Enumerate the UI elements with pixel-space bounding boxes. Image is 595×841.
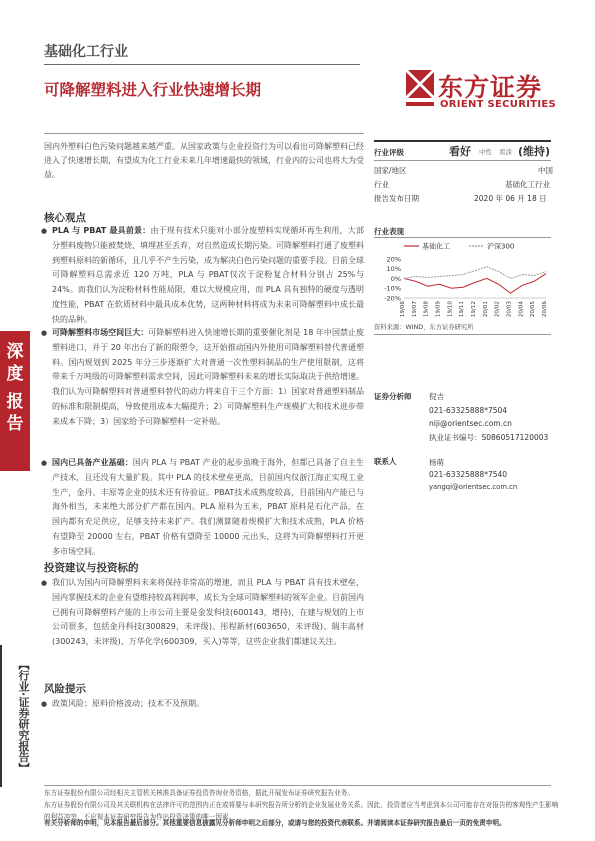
report-type-tab xyxy=(0,331,30,471)
header-rule xyxy=(44,64,360,65)
footer-rule xyxy=(44,785,551,786)
legend-1-label: 基础化工 xyxy=(422,242,450,251)
contact-phone: 021-63325888*7540 xyxy=(429,470,508,479)
x-tick-label: 20/02 xyxy=(494,301,501,318)
rating-top-rule xyxy=(374,140,551,142)
sector-label: 基础化工行业 xyxy=(44,44,128,60)
risk-bullet: ● 政策风险；原料价格波动；技术不及预期。 xyxy=(52,697,364,712)
rating-label: 行业评级 xyxy=(374,148,404,157)
contact-name: 杨萌 xyxy=(429,458,444,467)
bullet-3-text: 国内 PLA 与 PBAT 产业的起步虽晚于海外，但都已具备了自主生产技术，且还没有大量扩股。其中 PLA 的技术壁垒更高，目前国内仅浙江海正实现工业生产，金丹、丰原等企业的技术还有待验证。PBAT技术成熟度较高，目前国内产能已与海外相当，未来绝大部分扩产都在国内。PLA 原料为玉米，PBAT 原料是石化产品，在国内都有充足供应，足够支持未来扩产。我们测算随着规模扩大和技术成熟，PLA 价格有望降至 20000 左右，PBAT 价格有望降至 10000 元出头，这将为可降解塑料打开更多市场空间。 xyxy=(52,458,364,556)
x-tick-label: 19/09 xyxy=(435,301,442,318)
contact-email: yangqi@orientsec.com.cn xyxy=(429,483,518,491)
bullet-1-text: 由于现有技术只能对小部分废塑料实现循环再生利用，大部分塑料废物只能被焚烧、填埋甚至丢弃，对自然造成长期污染。可降解塑料打通了废塑料到塑料原料的新循环，且几乎不产生污染，成为解决白色污染问题的重要手段。目前全球可降解塑料总需求近 120 万吨，PLA 与 PBAT仅次于淀粉复合材料分别占 25%与 24%。而我们认为淀粉材料性能局限，难以大规模应用，而 PLA 具有独特的硬度与透明度性能，PBAT 在软质材料中最具成本优势，这两种材料将成为未来可降解塑料中成长最快的品种。 xyxy=(52,226,364,324)
analyst-email: niji@orientsec.com.cn xyxy=(429,419,512,428)
y-tick-label: -20% xyxy=(384,294,401,303)
rating-bearish: 看淡 xyxy=(499,148,512,156)
bullet-2-text: 可降解塑料进入快速增长期的重要催化剂是 18 年中国禁止废塑料进口，并于 20 年出台了新的限塑令，这开始推动国内外使用可降解塑料替代普通塑料。国内规划到 2025 年分三步逐渐扩大对普通一次性塑料制品的生产使用限制，这将带来千万吨级的可降解塑料需求空间，因此可降解塑料未来的增长实际取决于供给增速。我们认为可降解塑料对普通塑料替代的动力将来自于三个方面：1）国家对普通塑料制品的标准和限制提高，导致使用成本大幅提升；2）可降解塑料生产规模扩大和技术进步带来成本下降；3）国家给予可降解塑料一定补贴。 xyxy=(52,328,364,426)
x-tick-label: 19/12 xyxy=(471,301,477,318)
intro-rule xyxy=(44,133,364,134)
invest-heading: 投资建议与投资标的 xyxy=(44,562,139,574)
logo-en-text: ORIENT SECURITIES xyxy=(440,99,557,110)
bullet-2-lead: 可降解塑料市场空间巨大： xyxy=(52,328,149,337)
report-type-line2: 报告 xyxy=(6,392,24,434)
x-tick-label: 20/01 xyxy=(482,301,489,318)
chart-source: 资料来源：WIND、东方证券研究所 xyxy=(374,324,474,331)
x-tick-label: 19/07 xyxy=(411,301,418,318)
bullet-1-lead: PLA 与 PBAT 最具前景： xyxy=(52,226,151,235)
analyst-name: 倪吉 xyxy=(429,392,444,401)
region-label: 国家/地区 xyxy=(374,166,407,175)
intro-paragraph: 国内外塑料白色污染问题越来越严重。从国家政策与企业投资行为可以看出可降解塑料已经进入了快速增长期，有望成为化工行业未来几年增速最快的领域，行业内的公司也将大为受益。 xyxy=(44,142,364,179)
footer-line-2: 东方证券股份有限公司及其关联机构在法律许可的范围内正在或将要与本研究报告所分析的企业发展业务关系。因此，投资者应当考虑到本公司可能存在对报告的客观性产生影响的利益冲突，不应视本证券研究报告为作出投资决策的唯一因素。 xyxy=(44,801,559,821)
industry-label: 行业 xyxy=(374,180,389,189)
risk-heading: 风险提示 xyxy=(44,683,86,695)
core-bullet-3 xyxy=(52,456,364,560)
x-tick-label: 20/04 xyxy=(518,301,525,318)
y-tick-label: 0% xyxy=(390,274,401,283)
invest-bullet: ● 我们认为国内可降解塑料未来将保持非常高的增速，而且 PLA 与 PBAT 具有技术壁垒，国内掌握技术的企业有望维持较高利润率，成长为全球可降解塑料的领军企业。目前国内已拥有可降解塑料产能的上市公司主要是金发科技(600143，增持)，在建与规划的上市公司很多，包括金丹科技(300829，未评级)、彤程新材(603650，未评级)、瑞丰高材(300243，未评级)、万华化学(600309，买入)等等，这些企业我们都建议关注。 xyxy=(52,576,364,650)
x-tick-label: 19/10 xyxy=(447,301,454,318)
region-value: 中国 xyxy=(538,166,553,175)
report-type-line1: 深度 xyxy=(6,342,24,384)
rating-neutral: 中性 xyxy=(479,148,492,156)
rating-maintain: (维持) xyxy=(518,145,551,158)
logo-mark-icon xyxy=(404,68,436,112)
source-rule xyxy=(374,334,551,335)
footer-line-3: 有关分析师的申明，见本报告最后部分。其他重要信息披露见分析师申明之后部分，或请与您的投资代表联系。并请阅读本证券研究报告最后一页的免责申明。 xyxy=(44,819,506,827)
x-tick-label: 19/06 xyxy=(400,301,406,318)
contact-label: 联系人 xyxy=(374,457,397,466)
rating-rule xyxy=(374,160,551,161)
series-line-1 xyxy=(404,274,546,294)
x-tick-label: 19/11 xyxy=(459,301,466,318)
industry-value: 基础化工行业 xyxy=(505,180,550,189)
x-tick-label: 20/03 xyxy=(506,301,513,318)
date-label: 报告发布日期 xyxy=(374,194,419,203)
logo-cn-text: 东方证券 xyxy=(438,73,543,102)
footer-line-1: 东方证券股份有限公司经相关主管机关核准具备证券投资咨询业务资格，据此开展发布证券研究报告业务。 xyxy=(44,789,354,797)
x-tick-label: 19/08 xyxy=(423,301,430,318)
performance-chart xyxy=(374,238,554,318)
core-bullet-2 xyxy=(52,326,364,430)
y-tick-label: 20% xyxy=(386,255,401,264)
analyst-license: 执业证书编号：S0860517120003 xyxy=(429,433,549,442)
date-value: 2020 年 06 月 18 日 xyxy=(474,194,547,203)
report-title: 可降解塑料进入行业快速增长期 xyxy=(44,81,262,99)
company-logo xyxy=(404,66,562,118)
y-tick-label: 10% xyxy=(386,265,401,274)
report-series-tab: 【行业·证券研究报告】 xyxy=(0,645,30,787)
bullet-3-lead: 国内已具备产业基础： xyxy=(52,458,133,467)
analyst-phone: 021-63325888*7504 xyxy=(429,406,508,415)
x-tick-label: 20/06 xyxy=(542,301,548,318)
analyst-label: 证券分析师 xyxy=(374,392,412,401)
core-heading: 核心观点 xyxy=(44,212,86,224)
x-tick-label: 20/05 xyxy=(530,301,537,318)
rating-value: 看好 xyxy=(449,145,471,158)
legend-2-label: 沪深300 xyxy=(487,242,515,251)
y-tick-label: -10% xyxy=(384,284,401,293)
series-line-2 xyxy=(404,267,546,279)
perf-label: 行业表现 xyxy=(374,227,404,236)
core-bullet-1 xyxy=(52,224,364,328)
